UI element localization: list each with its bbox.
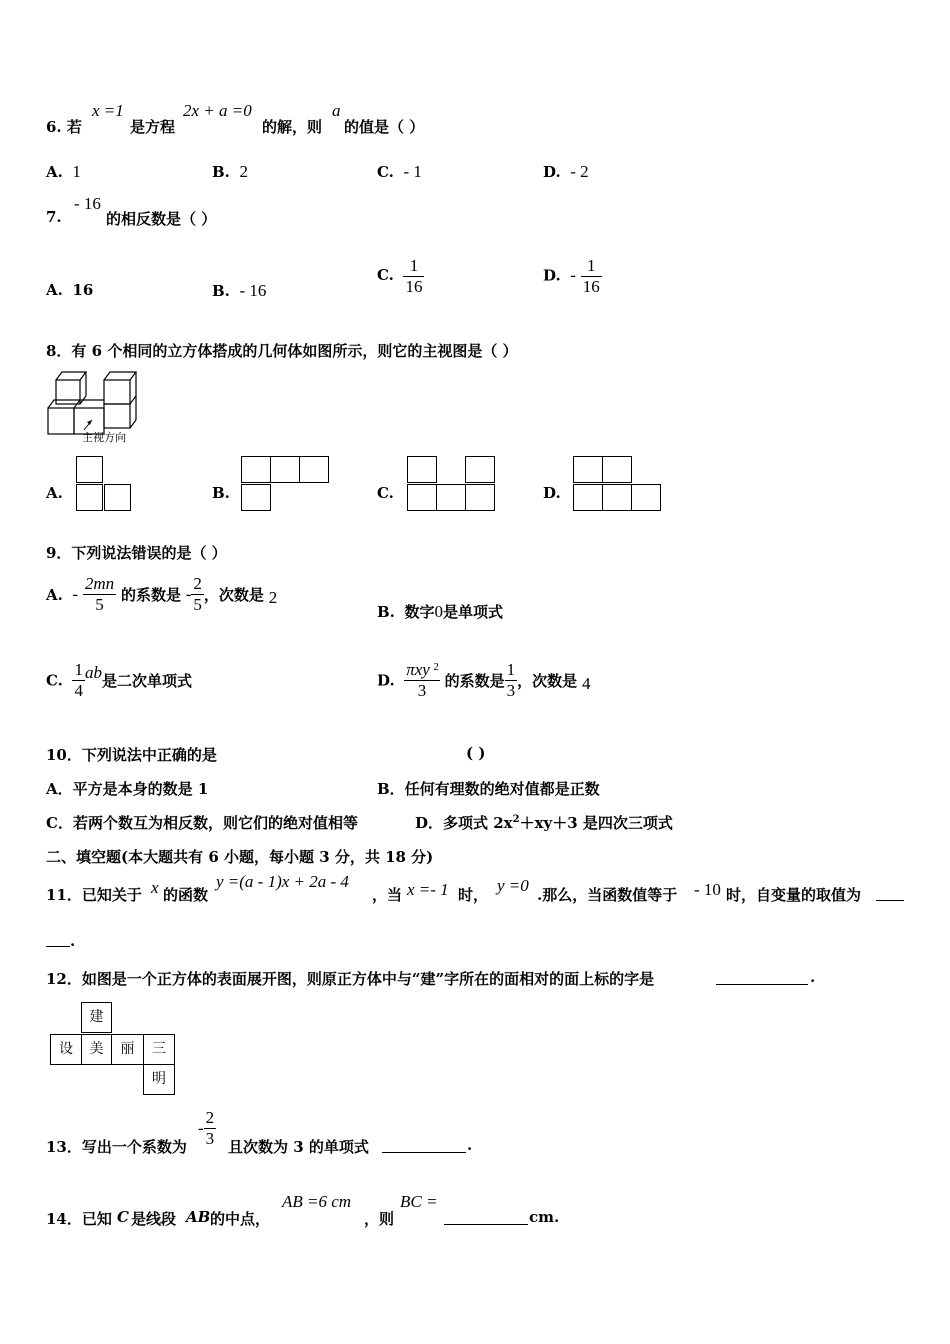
q7-option-a[interactable]: A. 16 [46,281,94,299]
q10-stem: 10．下列说法中正确的是 [46,746,217,764]
q9-a-coef-fraction: $\frac{2}{5}$ [193,574,202,614]
q7-text: 的相反数是（ ） [106,210,217,228]
q9-c-fraction: $\frac{1}{4}$ [74,660,83,700]
q8-option-a[interactable]: A. [46,484,63,502]
q11-function: y =(a - 1)x + 2a - 4 [216,872,349,891]
q12-stem: 12．如图是一个正方体的表面展开图，则原正方体中与“建”字所在的面相对的面上标的字是 [46,970,655,988]
q9-option-b[interactable]: B. 数字0是单项式 [377,602,503,621]
q14-point-c: C [117,1208,129,1226]
q11-answer-blank-2[interactable] [46,946,70,947]
q7-d-fraction: $\frac{1}{16}$ [582,256,600,296]
q9-option-d[interactable]: D. πxy 3 2 的系数是 $\frac{1}{3}$ ，次数是 4 [377,660,591,700]
q12-end: . [810,968,816,986]
net-cell-san: 三 [143,1034,175,1065]
q11-answer-blank-1[interactable] [876,900,904,901]
q13-answer-blank[interactable] [382,1152,466,1153]
q11-x: x [151,878,159,897]
q7-c-fraction: $\frac{1}{16}$ [405,256,423,296]
q6-text3: 的解，则 [262,118,323,136]
q11-text3: ，当 [372,886,403,904]
q11-text2: 的函数 [163,886,209,904]
net-cell-jian: 建 [81,1002,112,1033]
section-2-heading: 二、填空题(本大题共有 6 小题，每小题 3 分，共 18 分) [46,848,434,866]
q9-option-c[interactable]: C. $\frac{1}{4}$ ab是二次单项式 [46,660,192,700]
net-cell-mei: 美 [81,1034,112,1065]
q14-unit: cm. [529,1208,560,1226]
q13-text1: 13．写出一个系数为 [46,1138,187,1156]
q10-paren: ( ) [466,744,486,762]
net-cell-li: 丽 [111,1034,144,1065]
q14-segment-ab: AB [186,1208,211,1226]
q11-value: - 10 [694,880,721,899]
q13-text2: 且次数为 3 的单项式 [228,1138,369,1156]
q11-text6: 时，自变量的取值为 [726,886,862,904]
q7-value: - 16 [74,194,101,213]
q6-eq2: 2x + a =0 [183,101,252,120]
q14-eq2: BC = [400,1192,438,1211]
q9-option-a[interactable]: A. - $\frac{2mn}{5}$ 的系数是 - $\frac{2}{5}$ ，次数是 2 [46,574,278,614]
q7-option-d[interactable]: D. - $\frac{1}{16}$ [543,256,600,296]
q10-option-c[interactable]: C．若两个数互为相反数，则它们的绝对值相等 [46,814,358,832]
q13-coefficient: - $\frac{2}{3}$ [198,1108,215,1148]
q8-stem: 8．有 6 个相同的立方体搭成的几何体如图所示，则它的主视图是（ ） [46,342,518,360]
q14-text2: 是线段 [131,1210,177,1228]
q6-stem: 6. 若 [46,118,82,136]
q11-condition2: y =0 [497,876,529,895]
q9-a-fraction: $\frac{2mn}{5}$ [84,574,115,614]
q7-option-c[interactable]: C. $\frac{1}{16}$ [377,256,423,296]
q6-option-d[interactable]: D. - 2 [543,162,589,181]
q10-option-a[interactable]: A．平方是本身的数是 1 [46,780,209,798]
q14-answer-blank[interactable] [444,1224,528,1225]
q8-option-d[interactable]: D. [543,484,561,502]
q11-text4: 时， [458,886,489,904]
q7-number: 7. [46,208,62,226]
q6-eq1: x =1 [92,101,124,120]
q11-condition: x =- 1 [407,880,449,899]
q9-d-fraction: πxy 3 2 [406,660,439,700]
net-cell-she: 设 [50,1034,82,1065]
q10-option-b[interactable]: B．任何有理数的绝对值都是正数 [377,780,600,798]
q8-solid-figure [44,368,144,446]
q8-option-c[interactable]: C. [377,484,394,502]
q9-stem: 9．下列说法错误的是（ ） [46,544,227,562]
q9-d-coef-fraction: $\frac{1}{3}$ [506,660,516,700]
q11-end: . [70,932,76,950]
q6-text2: 是方程 [130,118,176,136]
q14-eq1: AB =6 cm [282,1192,352,1211]
q8-option-b[interactable]: B. [212,484,230,502]
q6-option-a[interactable]: A. 1 [46,162,81,181]
q6-option-c[interactable]: C. - 1 [377,162,422,181]
q11-text5: .那么，当函数值等于 [537,886,678,904]
q6-option-b[interactable]: B. 2 [212,162,248,181]
q6-text4: 的值是（ ） [344,118,425,136]
q11-text1: 11．已知关于 [46,886,142,904]
q10-option-d[interactable]: D．多项式 $2x^2+xy+3$ 是四次三项式 [415,814,673,832]
q13-end: . [467,1136,473,1154]
net-cell-ming: 明 [143,1064,175,1095]
q7-option-b[interactable]: B. - 16 [212,281,267,300]
q14-text1: 14．已知 [46,1210,112,1228]
q6-var: a [332,101,341,120]
q14-text4: ，则 [364,1210,395,1228]
q14-text3: 的中点， [210,1210,271,1228]
q8-view-label: 主视方向 [82,431,126,444]
q12-answer-blank[interactable] [716,984,808,985]
